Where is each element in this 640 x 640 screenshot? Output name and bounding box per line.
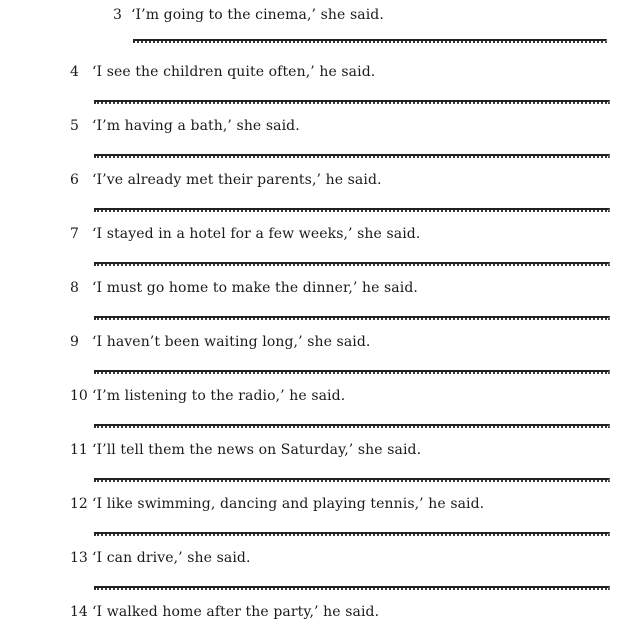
item-number: 12 — [70, 496, 88, 512]
exercise-item-8 — [0, 270, 640, 324]
item-sentence: ‘I like swimming, dancing and playing tennis,’ he said. — [92, 496, 485, 512]
exercise-item-9 — [0, 324, 640, 378]
item-number: 10 — [70, 388, 88, 404]
item-sentence: ‘I can drive,’ she said. — [92, 550, 251, 566]
answer-line[interactable] — [94, 208, 610, 212]
exercise-item-13 — [0, 540, 640, 594]
exercise-item-5 — [0, 108, 640, 162]
answer-line[interactable] — [94, 262, 610, 266]
item-number: 6 — [70, 172, 79, 188]
item-number: 4 — [70, 64, 79, 80]
answer-line[interactable] — [94, 154, 610, 158]
answer-line[interactable] — [94, 370, 610, 374]
item-sentence: ‘I’m listening to the radio,’ he said. — [92, 388, 346, 404]
exercise-item-10 — [0, 378, 640, 432]
item-sentence: ‘I walked home after the party,’ he said. — [92, 604, 380, 620]
item-number: 11 — [70, 442, 88, 458]
answer-line[interactable] — [94, 316, 610, 320]
item-number: 9 — [70, 334, 79, 350]
item-sentence: ‘I’ve already met their parents,’ he said. — [92, 172, 382, 188]
item-number: 5 — [70, 118, 79, 134]
answer-line[interactable] — [94, 586, 610, 590]
item-number: 14 — [70, 604, 88, 620]
item-sentence: ‘I see the children quite often,’ he said. — [92, 64, 376, 80]
answer-line[interactable] — [94, 424, 610, 428]
item-sentence: ‘I stayed in a hotel for a few weeks,’ she said. — [92, 226, 421, 242]
item-sentence: ‘I haven’t been waiting long,’ she said. — [92, 334, 371, 350]
answer-line[interactable] — [94, 100, 610, 104]
exercise-item-7 — [0, 216, 640, 270]
item-sentence: ‘I’m going to the cinema,’ she said. — [131, 7, 384, 23]
item-number: 8 — [70, 280, 79, 296]
item-sentence: ‘I’ll tell them the news on Saturday,’ she said. — [92, 442, 422, 458]
exercise-item-3 — [0, 0, 640, 54]
exercise-item-4 — [0, 54, 640, 108]
answer-line[interactable] — [94, 478, 610, 482]
item-number: 7 — [70, 226, 79, 242]
answer-line[interactable] — [94, 532, 610, 536]
exercise-item-12 — [0, 486, 640, 540]
exercise-item-6 — [0, 162, 640, 216]
item-number: 13 — [70, 550, 88, 566]
answer-line[interactable] — [133, 39, 607, 43]
item-sentence: ‘I’m having a bath,’ she said. — [92, 118, 300, 134]
item-sentence: ‘I must go home to make the dinner,’ he said. — [92, 280, 418, 296]
exercise-item-11 — [0, 432, 640, 486]
exercise-item-14 — [0, 594, 640, 640]
item-number: 3 — [113, 7, 122, 23]
